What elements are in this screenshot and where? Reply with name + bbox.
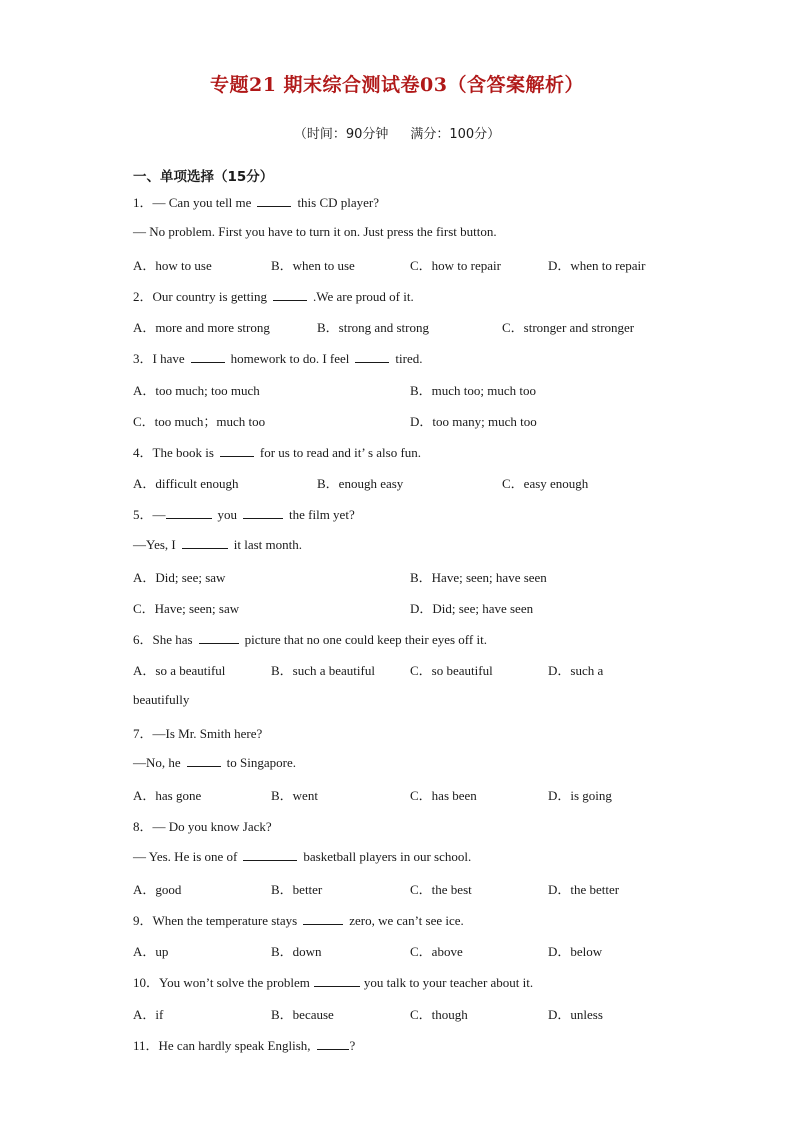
question-5-option-c[interactable]: C．Have; seen; saw <box>133 601 240 616</box>
question-6-option-d-wrap: beautifully <box>133 692 190 707</box>
question-1-stem: 1．— Can you tell me this CD player? <box>133 195 380 210</box>
exam-time: （时间：90分钟 <box>293 127 389 142</box>
question-9-option-c[interactable]: C．above <box>410 944 463 959</box>
question-7-option-c[interactable]: C．has been <box>410 788 477 803</box>
question-1-option-c[interactable]: C．how to repair <box>410 258 501 273</box>
question-8-option-c[interactable]: C．the best <box>410 882 472 897</box>
question-10-option-a[interactable]: A．if <box>133 1007 164 1022</box>
question-8-line2: — Yes. He is one of basketball players in our school. <box>133 849 472 864</box>
question-11-stem: 11．He can hardly speak English, ? <box>133 1038 356 1053</box>
question-7-stem: 7．—Is Mr. Smith here? <box>133 726 263 741</box>
question-9-stem: 9．When the temperature stays zero, we can’t see ice. <box>133 913 464 928</box>
question-10-option-c[interactable]: C．though <box>410 1007 468 1022</box>
question-7-option-b[interactable]: B．went <box>271 788 318 803</box>
question-1-line2: — No problem. First you have to turn it on. Just press the first button. <box>133 224 497 239</box>
page-title: 专题21 期末综合测试卷03（含答案解析） <box>210 74 584 96</box>
question-9-option-d[interactable]: D．below <box>548 944 603 959</box>
question-5-option-b[interactable]: B．Have; seen; have seen <box>410 570 547 585</box>
question-10-stem: 10．You won’t solve the problem you talk to your teacher about it. <box>133 975 534 990</box>
question-1-option-d[interactable]: D．when to repair <box>548 258 646 273</box>
question-2-option-c[interactable]: C．stronger and stronger <box>502 320 635 335</box>
question-3-option-c[interactable]: C．too much；much too <box>133 414 266 429</box>
question-10-option-b[interactable]: B．because <box>271 1007 334 1022</box>
question-1-option-b[interactable]: B．when to use <box>271 258 355 273</box>
question-7-option-a[interactable]: A．has gone <box>133 788 202 803</box>
section-heading: 一、单项选择（15分） <box>133 169 274 185</box>
question-5-option-a[interactable]: A．Did; see; saw <box>133 570 226 585</box>
question-6-option-c[interactable]: C．so beautiful <box>410 663 493 678</box>
question-8-option-a[interactable]: A．good <box>133 882 182 897</box>
question-2-stem: 2．Our country is getting .We are proud of it. <box>133 289 414 304</box>
question-6-option-b[interactable]: B．such a beautiful <box>271 663 375 678</box>
question-4-option-c[interactable]: C．easy enough <box>502 476 589 491</box>
question-3-option-a[interactable]: A．too much; too much <box>133 383 260 398</box>
exam-score: 满分：100分） <box>410 127 501 142</box>
question-6-option-d[interactable]: D．such a <box>548 663 604 678</box>
question-5-option-d[interactable]: D．Did; see; have seen <box>410 601 534 616</box>
question-8-option-b[interactable]: B．better <box>271 882 323 897</box>
exam-info <box>0 123 794 142</box>
question-7-option-d[interactable]: D．is going <box>548 788 612 803</box>
question-3-option-b[interactable]: B．much too; much too <box>410 383 537 398</box>
question-9-option-b[interactable]: B．down <box>271 944 322 959</box>
question-6-stem: 6．She has picture that no one could keep their eyes off it. <box>133 632 487 647</box>
question-8-option-d[interactable]: D．the better <box>548 882 620 897</box>
question-7-line2: —No, he to Singapore. <box>133 755 296 770</box>
question-4-option-b[interactable]: B．enough easy <box>317 476 404 491</box>
question-6-option-a[interactable]: A．so a beautiful <box>133 663 226 678</box>
question-2-option-a[interactable]: A．more and more strong <box>133 320 270 335</box>
question-1-option-a[interactable]: A．how to use <box>133 258 212 273</box>
question-9-option-a[interactable]: A．up <box>133 944 169 959</box>
question-2-option-b[interactable]: B．strong and strong <box>317 320 429 335</box>
question-3-option-d[interactable]: D．too many; much too <box>410 414 537 429</box>
question-4-stem: 4．The book is for us to read and it’ s also fun. <box>133 445 422 460</box>
question-8-stem: 8．— Do you know Jack? <box>133 819 272 834</box>
question-5-stem: 5．— you the film yet? <box>133 507 355 522</box>
question-3-stem: 3．I have homework to do. I feel tired. <box>133 351 423 366</box>
question-10-option-d[interactable]: D．unless <box>548 1007 603 1022</box>
question-5-line2: —Yes, I it last month. <box>133 537 302 552</box>
question-4-option-a[interactable]: A．difficult enough <box>133 476 239 491</box>
